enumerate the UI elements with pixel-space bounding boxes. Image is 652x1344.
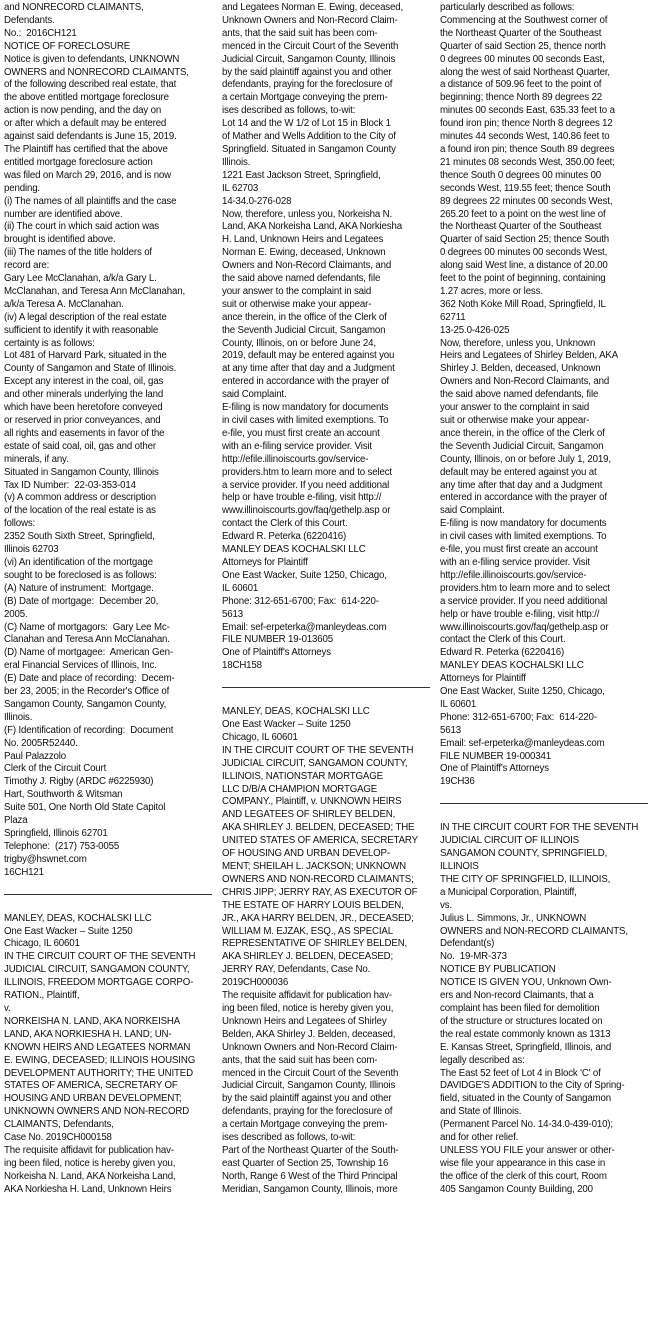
notice-line: particularly described as follows: (440, 2, 575, 13)
notice-line: JR., AKA HARRY BELDEN, JR., DECEASED; (222, 912, 414, 924)
notice-line: default may be entered against you at (440, 466, 597, 478)
notice-line: The East 52 feet of Lot 4 in Block 'C' of (440, 1067, 601, 1079)
notice-line: contact the Clerk of this Court. (222, 518, 348, 530)
notice-line: Owners and Non-Record Claimants, and (222, 260, 392, 272)
notice-line: No.: 2016CH121 (4, 27, 77, 39)
notice-line: the Seventh Judicial Circuit, Sangamon (440, 440, 604, 452)
notice-line: ises described as follows, to-wit: (222, 1132, 356, 1144)
notice-line: IL 60601 (222, 582, 259, 594)
notice-line: found iron pin; thence North 8 degrees 12 (440, 118, 613, 130)
notice-line: the Northeast Quarter of the Southeast (440, 221, 602, 233)
notice-line: Tax ID Number: 22-03-353-014 (4, 479, 136, 491)
notice-line: Illinois. (4, 711, 33, 723)
notice-line: FILE NUMBER 19-000341 (440, 750, 551, 762)
notice-line: a service provider. If you need additional (440, 595, 608, 607)
notice-line: UNKNOWN OWNERS AND NON-RECORD (4, 1106, 190, 1118)
notice-line: IN THE CIRCUIT COURT OF THE SEVENTH (4, 951, 196, 963)
notice-line: a certain Mortgage conveying the prem- (222, 92, 388, 104)
notice-line: North, Range 6 West of the Third Principal (222, 1170, 398, 1182)
notice-line: Email: sef-erpeterka@manleydeas.com (440, 737, 605, 749)
notice-line: Quarter of said Section 25; thence South (440, 234, 610, 246)
notice-line: Illinois. (222, 156, 251, 168)
notice-line: pending. (4, 182, 40, 194)
notice-line: Shirley J. Belden, deceased, Unknown (440, 363, 601, 375)
notice-line: FILE NUMBER 19-013605 (222, 634, 333, 646)
notice-line: www.illinoiscourts.gov/faq/gethelp.asp or (440, 621, 609, 633)
notice-line: a found iron pin; thence South 89 degrees (440, 143, 615, 155)
notice-line: E-filing is now mandatory for documents (222, 402, 389, 414)
notice-line: One East Wacker – Suite 1250 (222, 719, 351, 731)
notice-line: Belden, AKA Shirley J. Belden, deceased, (222, 1028, 396, 1040)
notice-line: all rights and easements in favor of the (4, 427, 165, 439)
notice-line: (C) Name of mortgagors: Gary Lee Mc- (4, 621, 170, 633)
notice-line: Suite 501, One North Old State Capitol (4, 802, 166, 814)
notice-line: Plaza (4, 815, 28, 827)
column-2 (222, 0, 430, 1344)
notice-line: COMPANY., Plaintiff, v. UNKNOWN HEIRS (222, 796, 402, 808)
notice-line: (iv) A legal description of the real estate (4, 311, 167, 323)
notice-line: www.illinoiscourts.gov/faq/gethelp.asp or (222, 505, 391, 517)
notice-line: complaint has been filed for demolition (440, 1002, 600, 1014)
notice-line: The requisite affidavit for publication hav- (4, 1144, 174, 1156)
notice-line: NORKEISHA N. LAND, AKA NORKEISHA (4, 1015, 181, 1027)
notice-line: (ii) The court in which said action was (4, 221, 159, 233)
notice-line: providers.htm to learn more and to select (222, 466, 392, 478)
notice-line: (F) Identification of recording: Document (4, 724, 174, 736)
notice-line: Chicago, IL 60601 (222, 731, 298, 743)
legal-notice (4, 913, 212, 1197)
notice-line: UNITED STATES OF AMERICA, SECRETARY (222, 835, 418, 847)
notice-line: Phone: 312-651-6700; Fax: 614-220- (440, 711, 597, 723)
notice-line: E-filing is now mandatory for documents (440, 518, 607, 530)
notice-line: NOTICE OF FORECLOSURE (4, 40, 131, 52)
notice-line: KNOWN HEIRS AND LEGATEES NORMAN (4, 1041, 191, 1053)
notice-line: ILLINOIS, FREEDOM MORTGAGE CORPO- (4, 977, 194, 989)
notice-line: JUDICIAL CIRCUIT, SANGAMON COUNTY, (4, 964, 190, 976)
notice-line: http://efile.illinoiscourts.gov/service- (222, 453, 369, 465)
notice-line: help or have trouble e-filing, visit http:// (222, 492, 382, 504)
notice-line: minutes 00 seconds East, 635.33 feet to a (440, 105, 615, 117)
notice-line: entitled mortgage foreclosure action (4, 156, 153, 168)
notice-line: against said defendants is June 15, 2019. (4, 131, 177, 143)
notice-line: County of Sangamon and State of Illinois. (4, 363, 177, 375)
legal-notice (222, 2, 430, 673)
notice-line: sought to be foreclosed is as follows: (4, 569, 157, 581)
notice-line: 0 degrees 00 minutes 00 seconds East, (440, 53, 605, 65)
notice-line: ber 23, 2005; in the Recorder's Office of (4, 686, 170, 698)
notice-line: IN THE CIRCUIT COURT OF THE SEVENTH (222, 744, 414, 756)
notice-line: (E) Date and place of recording: Decem- (4, 673, 175, 685)
notice-line: number are identified above. (4, 208, 123, 220)
notice-line: (A) Nature of instrument: Mortgage. (4, 582, 154, 594)
notice-line: 62711 (440, 311, 466, 323)
notice-line: E. EWING, DECEASED; ILLINOIS HOUSING (4, 1054, 196, 1066)
notice-line: a distance of 509.96 feet to the point of (440, 79, 602, 91)
notice-line: ance therein, in the office of the Clerk of (440, 427, 605, 439)
notice-line: JUDICIAL CIRCUIT OF ILLINOIS (440, 835, 579, 847)
notice-line: No. 2005R52440. (4, 737, 78, 749)
notice-line: Defendants. (4, 14, 55, 26)
notice-line: Notice is given to defendants, UNKNOWN (4, 53, 180, 65)
notice-line: contact the Clerk of this Court. (440, 634, 566, 646)
notice-line: WILLIAM M. EJZAK, ESQ., AS SPECIAL (222, 925, 393, 937)
notice-line: the Seventh Judicial Circuit, Sangamon (222, 324, 386, 336)
notice-line: 1.27 acres, more or less. (440, 285, 543, 297)
notice-line: of the location of the real estate is as (4, 505, 156, 517)
notice-line: was filed on March 29, 2016, and is now (4, 169, 172, 181)
notice-line: (iii) The names of the title holders of (4, 247, 152, 259)
notice-line: OWNERS and NON-RECORD CLAIMANTS, (440, 925, 628, 937)
notice-line: wise file your appearance in this case in (440, 1157, 606, 1169)
notice-line: (B) Date of mortgage: December 20, (4, 595, 159, 607)
notice-line: Unknown Owners and Non-Record Claim- (222, 1041, 398, 1053)
notice-line: 265.20 feet to a point on the west line of (440, 208, 606, 220)
notice-line: east Quarter of Section 25, Township 16 (222, 1157, 389, 1169)
notice-line: 2005. (4, 608, 28, 620)
notice-line: trigby@hswnet.com (4, 853, 87, 865)
notice-line: your answer to the complaint in said (440, 402, 590, 414)
notice-line: Clanahan and Teresa Ann McClanahan. (4, 634, 170, 646)
notice-line: The Plaintiff has certified that the above (4, 143, 168, 155)
notice-line: with an e-filing service provider. Visit (222, 440, 372, 452)
notice-line: RATION., Plaintiff, (4, 990, 80, 1002)
notice-line: e-file, you must first create an account (222, 427, 380, 439)
notice-line: vs. (440, 899, 452, 911)
notice-line: One East Wacker – Suite 1250 (4, 925, 133, 937)
notice-line: One East Wacker, Suite 1250, Chicago, (440, 686, 605, 698)
notice-line: MANLEY DEAS KOCHALSKI LLC (440, 660, 584, 672)
notice-line: Defendant(s) (440, 938, 495, 950)
notice-line: Attorneys for Plaintiff (440, 673, 526, 685)
notice-line: Springfield, Illinois 62701 (4, 828, 108, 839)
notice-line: of the structure or structures located on (440, 1015, 603, 1027)
notice-line: The requisite affidavit for publication hav- (222, 990, 392, 1002)
notice-line: 405 Sangamon County Building, 200 (440, 1183, 593, 1195)
notice-line: Judicial Circuit, Sangamon County, Illinois (222, 1080, 396, 1092)
notice-line: OWNERS AND NON-RECORD CLAIMANTS; (222, 873, 414, 885)
notice-line: Owners and Non-Record Claimants, and (440, 376, 610, 388)
notice-line: http://efile.illinoiscourts.gov/service- (440, 569, 587, 581)
notice-line: by the said plaintiff against you and other (222, 66, 392, 78)
notice-line: and State of Illinois. (440, 1106, 522, 1118)
notice-line: MANLEY, DEAS, KOCHALSKI LLC (222, 706, 370, 718)
notice-line: One East Wacker, Suite 1250, Chicago, (222, 569, 387, 581)
notice-line: OWNERS and NONRECORD CLAIMANTS, (4, 66, 189, 78)
notice-line: which have been heretofore conveyed (4, 402, 163, 414)
notice-line: SANGAMON COUNTY, SPRINGFIELD, (440, 848, 608, 860)
notice-line: seconds West, 119.55 feet; thence South (440, 182, 611, 194)
notice-line: Judicial Circuit, Sangamon County, Illinois (222, 53, 396, 65)
notice-line: minutes 44 seconds West, 140.86 feet to (440, 131, 610, 143)
notice-line: Clerk of the Circuit Court (4, 763, 107, 775)
notice-line: (i) The names of all plaintiffs and the case (4, 195, 177, 207)
notice-line: 5613 (222, 608, 243, 620)
notice-line: 362 Noth Koke Mill Road, Springfield, IL (440, 298, 606, 310)
notice-line: suit or otherwise make your appear- (222, 298, 372, 310)
notice-line: minerals, if any. (4, 453, 69, 465)
notice-line: County, Illinois, on or before July 1, 2019, (440, 453, 611, 465)
notice-line: any time after that day and a Judgment (440, 479, 603, 491)
notice-line: 19CH36 (440, 776, 475, 788)
notice-line: of Mather and Wells Addition to the City of (222, 131, 396, 143)
notice-line: sufficient to identify it with reasonable (4, 324, 159, 336)
notice-line: Now, therefore, unless you, Unknown (440, 337, 596, 349)
notice-line: the said above named defendants, file (222, 273, 381, 285)
notice-line: entered in accordance with the prayer of (222, 376, 389, 388)
notice-line: Part of the Northeast Quarter of the South- (222, 1144, 399, 1156)
notice-line: THE CITY OF SPRINGFIELD, ILLINOIS, (440, 873, 611, 885)
notice-line: and Legatees Norman E. Ewing, deceased, (222, 2, 404, 13)
notice-line: ILLINOIS, NATIONSTAR MORTGAGE (222, 770, 383, 782)
notice-line: Paul Palazzolo (4, 750, 66, 762)
notice-line: ants, that the said suit has been com- (222, 27, 378, 39)
notice-line: 18CH158 (222, 660, 262, 672)
notice-line: 5613 (440, 724, 461, 736)
notice-line: and for other relief. (440, 1132, 519, 1144)
notice-line: a service provider. If you need additional (222, 479, 390, 491)
notice-line: or reserved in prior conveyances, and (4, 415, 161, 426)
notice-line: help or have trouble e-filing, visit http:// (440, 608, 600, 620)
notice-line: ing been filed, notice is hereby given you, (4, 1157, 176, 1169)
notice-line: along said West line, a distance of 20.00 (440, 260, 608, 272)
notice-line: menced in the Circuit Court of the Seventh (222, 1067, 399, 1079)
notice-line: AKA Norkiesha H. Land, Unknown Heirs (4, 1183, 172, 1195)
notice-line: ance therein, in the office of the Clerk of (222, 311, 387, 323)
notice-line: H. Land, Unknown Heirs and Legatees (222, 234, 384, 246)
column-1 (4, 0, 212, 1344)
notice-line: menced in the Circuit Court of the Seventh (222, 40, 399, 52)
notice-line: by the said plaintiff against you and other (222, 1093, 392, 1105)
notice-line: field, situated in the County of Sangamon (440, 1093, 612, 1105)
notice-line: Timothy J. Rigby (ARDC #6225930) (4, 776, 154, 788)
divider-rule (440, 803, 648, 804)
notice-line: Norman E. Ewing, deceased, Unknown (222, 247, 386, 259)
notice-line: with an e-filing service provider. Visit (440, 556, 590, 568)
notice-line: 2352 South Sixth Street, Springfield, (4, 531, 155, 543)
notice-line: Land, AKA Norkeisha Land, AKA Norkiesha (222, 221, 402, 233)
notice-line: Lot 481 of Harvard Park, situated in the (4, 350, 167, 362)
notice-line: defendants, praying for the foreclosure of (222, 79, 393, 91)
notice-line: 14-34.0-276-028 (222, 195, 292, 207)
notice-line: 1221 East Jackson Street, Springfield, (222, 169, 381, 181)
notice-line: IL 62703 (222, 182, 259, 194)
notice-line: (D) Name of mortgagee: American Gen- (4, 647, 173, 659)
notice-line: OF HOUSING AND URBAN DEVELOP- (222, 848, 390, 860)
notice-line: NOTICE BY PUBLICATION (440, 964, 556, 976)
notice-line: feet to the point of beginning, containing (440, 273, 606, 285)
notice-line: Now, therefore, unless you, Norkeisha N. (222, 208, 393, 220)
notice-line: AKA SHIRLEY J. BELDEN, DECEASED; THE (222, 822, 415, 834)
notice-line: Lot 14 and the W 1/2 of Lot 15 in Block 1 (222, 118, 391, 130)
notice-line: Springfield. Situated in Sangamon County (222, 143, 396, 155)
notice-line: of the following described real estate, that (4, 79, 177, 91)
notice-line: E. Kansas Street, Springfield, Illinois, and (440, 1041, 612, 1053)
notice-line: a certain Mortgage conveying the prem- (222, 1119, 388, 1131)
notice-line: a/k/a Teresa A. McClanahan. (4, 298, 124, 310)
notice-line: Hart, Southworth & Witsman (4, 789, 123, 801)
notice-line: 89 degrees 22 minutes 00 seconds West, (440, 195, 613, 207)
notice-line: e-file, you must first create an account (440, 544, 598, 556)
notice-line: along the west of said Northeast Quarter, (440, 66, 610, 78)
notice-line: HOUSING AND URBAN DEVELOPMENT; (4, 1093, 182, 1105)
notice-line: beginning; thence North 89 degrees 22 (440, 92, 602, 104)
notice-line: Sangamon County, Sangamon County, (4, 698, 167, 710)
notice-line: Commencing at the Southwest corner of (440, 14, 608, 26)
notice-line: the office of the clerk of this court, Room (440, 1170, 607, 1182)
notice-line: NOTICE IS GIVEN YOU, Unknown Own- (440, 977, 612, 989)
notice-line: Chicago, IL 60601 (4, 938, 80, 950)
notice-line: ing been filed, notice is hereby given you, (222, 1002, 394, 1014)
notice-line: MANLEY DEAS KOCHALSKI LLC (222, 544, 366, 556)
notice-line: REPRESENTATIVE OF SHIRLEY BELDEN, (222, 938, 408, 950)
notice-line: JUDICIAL CIRCUIT, SANGAMON COUNTY, (222, 757, 408, 769)
divider-rule (222, 687, 430, 688)
notice-line: ers and Non-record Claimants, that a (440, 990, 594, 1002)
notice-line: IN THE CIRCUIT COURT FOR THE SEVENTH (440, 822, 639, 834)
notice-line: certainty is as follows: (4, 337, 95, 349)
column-3 (440, 0, 648, 1344)
notice-line: eral Financial Services of Illinois, Inc. (4, 660, 157, 672)
notice-line: One of Plaintiff's Attorneys (440, 763, 549, 775)
notice-line: Situated in Sangamon County, Illinois (4, 466, 159, 478)
notice-line: JERRY RAY, Defendants, Case No. (222, 964, 371, 976)
notice-line: your answer to the complaint in said (222, 285, 372, 297)
notice-line: (Permanent Parcel No. 14-34.0-439-010); (440, 1119, 613, 1131)
notice-line: the real estate commonly known as 1313 (440, 1028, 611, 1040)
notice-line: or after which a default may be entered (4, 118, 167, 130)
legal-notice (440, 2, 648, 789)
notice-line: Unknown Heirs and Legatees of Shirley (222, 1015, 387, 1027)
notice-line: 2019, default may be entered against you (222, 350, 395, 362)
notice-line: Telephone: (217) 753-0055 (4, 840, 120, 852)
notice-line: County, Illinois, on or before June 24, (222, 337, 376, 349)
notice-line: defendants, praying for the foreclosure of (222, 1106, 393, 1118)
notice-line: MANLEY, DEAS, KOCHALSKI LLC (4, 912, 152, 924)
notice-line: Norkeisha N. Land, AKA Norkeisha Land, (4, 1170, 176, 1182)
notice-line: UNLESS YOU FILE your answer or other- (440, 1144, 615, 1156)
notice-line: Email: sef-erpeterka@manleydeas.com (222, 621, 387, 633)
notice-line: 16CH121 (4, 866, 44, 878)
notice-line: said Complaint. (440, 505, 505, 517)
divider-rule (4, 894, 212, 895)
notice-line: the above entitled mortgage foreclosure (4, 92, 169, 104)
notice-line: Heirs and Legatees of Shirley Belden, AKA (440, 350, 619, 362)
notice-line: DEVELOPMENT AUTHORITY; THE UNITED (4, 1067, 193, 1079)
notice-line: Edward R. Peterka (6220416) (440, 647, 565, 659)
notice-line: CLAIMANTS, Defendants, (4, 1119, 114, 1131)
legal-notice (4, 2, 212, 880)
notice-line: ises described as follows, to-wit: (222, 105, 356, 117)
notice-line: 0 degrees 00 minutes 00 seconds West, (440, 247, 608, 259)
notice-line: (v) A common address or description (4, 492, 156, 504)
notice-line: Edward R. Peterka (6220416) (222, 531, 347, 543)
notice-line: LLC D/B/A CHAMPION MORTGAGE (222, 783, 378, 795)
notice-line: STATES OF AMERICA, SECRETARY OF (4, 1080, 178, 1092)
notice-line: MENT; SHEILAH L. JACKSON; UNKNOWN (222, 861, 406, 872)
notice-line: providers.htm to learn more and to select (440, 582, 610, 594)
notice-line: 13-25.0-426-025 (440, 324, 510, 336)
notice-line: AND LEGATEES OF SHIRLEY BELDEN, (222, 809, 396, 821)
notice-line: thence South 0 degrees 00 minutes 00 (440, 169, 602, 181)
notice-line: THE ESTATE OF HARRY LOUIS BELDEN, (222, 899, 404, 911)
notice-line: IL 60601 (440, 698, 477, 710)
notice-line: No. 19-MR-373 (440, 951, 507, 963)
notice-line: in civil cases with limited exemptions. To (440, 531, 607, 543)
notice-line: 2019CH000036 (222, 977, 289, 989)
legal-notice (440, 822, 648, 1196)
notice-line: the said above named defendants, file (440, 389, 599, 401)
notice-line: 21 minutes 08 seconds West, 350.00 feet; (440, 156, 615, 168)
legal-notice (222, 706, 430, 1196)
notice-line: and NONRECORD CLAIMANTS, (4, 2, 144, 13)
notice-line: and other minerals underlying the land (4, 389, 164, 401)
notice-line: LAND, AKA NORKIESHA H. LAND; UN- (4, 1028, 172, 1040)
notice-line: ants, that the said suit has been com- (222, 1054, 378, 1066)
notice-line: Case No. 2019CH000158 (4, 1132, 112, 1144)
notice-line: said Complaint. (222, 389, 287, 401)
notice-line: v. (4, 1002, 11, 1014)
notice-line: record are: (4, 260, 50, 272)
notice-line: CHRIS JIPP; JERRY RAY, AS EXECUTOR OF (222, 886, 418, 898)
notice-line: Except any interest in the coal, oil, gas (4, 376, 164, 388)
notice-line: legally described as: (440, 1054, 525, 1066)
notice-line: McClanahan, and Teresa Ann McClanahan, (4, 285, 185, 297)
notice-line: (vi) An identification of the mortgage (4, 556, 153, 568)
notice-line: Julius L. Simmons, Jr., UNKNOWN (440, 912, 587, 924)
notice-line: One of Plaintiff's Attorneys (222, 647, 331, 659)
notice-line: Attorneys for Plaintiff (222, 556, 308, 568)
notice-line: at any time after that day and a Judgment (222, 363, 395, 375)
notice-line: entered in accordance with the prayer of (440, 492, 607, 504)
notice-line: Illinois 62703 (4, 544, 59, 556)
notice-line: estate of said coal, oil, gas and other (4, 440, 156, 452)
notice-line: Unknown Owners and Non-Record Claim- (222, 14, 398, 26)
notice-line: follows: (4, 518, 36, 530)
notice-line: DAVIDGE'S ADDITION to the City of Spring- (440, 1080, 625, 1092)
notice-line: AKA SHIRLEY J. BELDEN, DECEASED; (222, 951, 394, 963)
notice-line: action is now pending, and the day on (4, 105, 162, 117)
notice-line: suit or otherwise make your appear- (440, 415, 590, 426)
notice-line: in civil cases with limited exemptions. To (222, 415, 389, 426)
notice-line: brought is identified above. (4, 234, 116, 246)
notice-line: a Municipal Corporation, Plaintiff, (440, 886, 577, 898)
notice-line: Quarter of said Section 25, thence north (440, 40, 606, 52)
notice-line: Phone: 312-651-6700; Fax: 614-220- (222, 595, 379, 607)
notice-line: ILLINOIS (440, 861, 479, 872)
notice-line: Meridian, Sangamon County, Illinois, more (222, 1183, 398, 1195)
notice-line: Gary Lee McClanahan, a/k/a Gary L. (4, 273, 157, 285)
notice-line: the Northeast Quarter of the Southeast (440, 27, 602, 39)
